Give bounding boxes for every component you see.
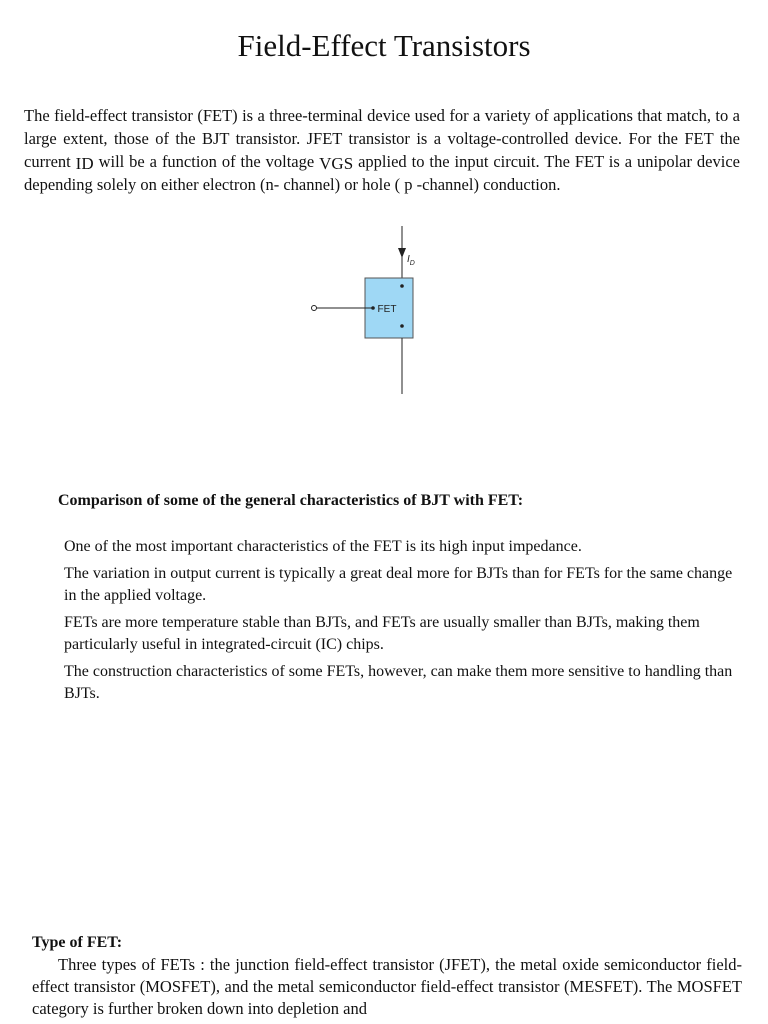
types-heading: Type of FET: bbox=[32, 934, 123, 951]
source-terminal bbox=[400, 324, 404, 328]
comparison-section bbox=[58, 490, 738, 710]
list-item: The variation in output current is typically a great deal more for BJTs than for FETs for the same change in the applied voltage. bbox=[64, 565, 733, 604]
list-item: The construction characteristics of some FETs, however, can make them more sensitive to handling than BJTs. bbox=[64, 663, 733, 702]
current-arrow-icon bbox=[398, 248, 406, 258]
list-item: One of the most important characteristics of the FET is its high input impedance. bbox=[64, 538, 582, 555]
page-title: Field-Effect Transistors bbox=[237, 28, 531, 63]
types-paragraph: Three types of FETs : the junction field-effect transistor (JFET), the metal oxide semiconductor field-effect transistor (MOSFET), and the metal semiconductor field-effect transistor (MESFET). The MOSFET category is further broken down into depletion and bbox=[32, 955, 742, 1018]
intro-text-part1: The field-effect transistor (FET) is a three-terminal device used for a variety of applications that match, to a large extent, those of the BJT transistor. JFET transistor is a voltage-controlled device. For the FET the current bbox=[24, 106, 740, 171]
fet-box-label: FET bbox=[377, 304, 397, 315]
intro-text-part2: will be a function of the voltage bbox=[93, 152, 320, 171]
types-section bbox=[32, 932, 742, 1020]
intro-text-part3: applied to the input circuit. The FET is a unipolar device depending solely on either electron (n- channel) or hole ( p -channel) conduction. bbox=[24, 152, 740, 194]
intro-paragraph bbox=[24, 104, 740, 196]
comparison-heading: Comparison of some of the general characteristics of BJT with FET: bbox=[58, 492, 524, 509]
comparison-list bbox=[58, 536, 738, 705]
fet-diagram bbox=[300, 222, 440, 402]
list-item: FETs are more temperature stable than BJTs, and FETs are usually smaller than BJTs, making them particularly useful in integrated-circuit (IC) chips. bbox=[64, 614, 700, 653]
current-label: $I_D$ bbox=[407, 254, 415, 267]
gate-input-icon bbox=[312, 306, 317, 311]
id-symbol: ID bbox=[75, 154, 94, 173]
vgs-symbol: VGS bbox=[319, 154, 354, 173]
drain-terminal bbox=[400, 284, 404, 288]
